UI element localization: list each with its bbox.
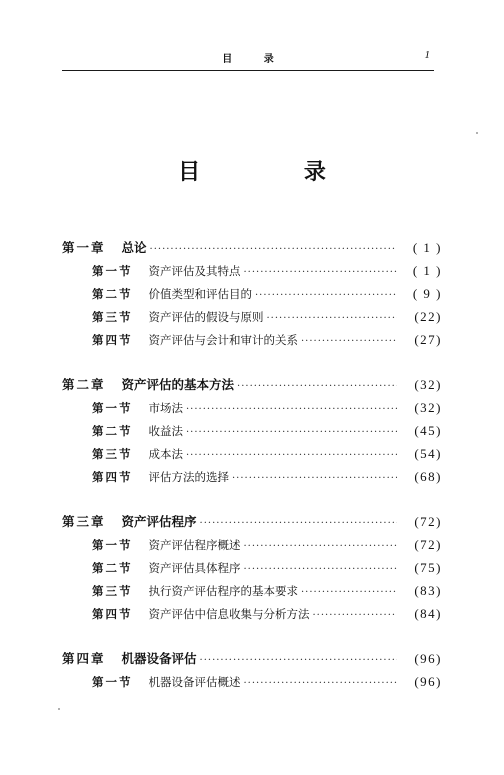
- running-header-page-number: 1: [424, 49, 430, 61]
- toc-section-entry: [62, 305, 442, 328]
- section-page: (84): [414, 606, 442, 621]
- section-page: (83): [414, 583, 442, 598]
- dot-leader: [244, 535, 398, 558]
- section-page: (27): [414, 332, 442, 347]
- section-number: 第二节: [92, 287, 133, 301]
- section-page: (22): [414, 309, 442, 324]
- section-number: 第三节: [92, 310, 133, 324]
- section-number: 第二节: [92, 561, 133, 575]
- dot-leader: [186, 398, 397, 421]
- section-page: (68): [414, 469, 442, 484]
- section-title: 资产评估中信息收集与分析方法: [148, 607, 310, 621]
- toc-chapter: [62, 236, 442, 351]
- section-number: 第二节: [92, 424, 133, 438]
- section-number: 第一节: [92, 401, 133, 415]
- dot-leader: [200, 512, 397, 535]
- chapter-title: 资产评估的基本方法: [121, 377, 235, 392]
- toc-section-entry: [62, 259, 442, 282]
- dot-leader: [301, 581, 397, 604]
- section-page: (32): [414, 400, 442, 415]
- chapter-number: 第三章: [62, 514, 106, 529]
- section-page: ( 9 ): [412, 286, 442, 301]
- dot-leader: [237, 375, 397, 398]
- section-number: 第一节: [92, 264, 133, 278]
- toc-chapter: [62, 510, 442, 625]
- toc-chapter: [62, 373, 442, 488]
- dot-leader: [150, 238, 397, 261]
- toc-section-entry: [62, 579, 442, 602]
- section-title: 评估方法的选择: [148, 470, 229, 484]
- section-title: 成本法: [148, 447, 183, 461]
- scan-speck: [476, 132, 478, 134]
- dot-leader: [200, 649, 397, 672]
- section-number: 第三节: [92, 584, 133, 598]
- section-title: 资产评估与会计和审计的关系: [148, 333, 298, 347]
- chapter-number: 第四章: [62, 651, 106, 666]
- running-header-title: 目 录: [222, 54, 288, 65]
- section-number: 第一节: [92, 538, 133, 552]
- toc-section-entry: [62, 533, 442, 556]
- chapter-page: (32): [414, 377, 442, 392]
- toc-section-entry: [62, 602, 442, 625]
- toc-section-entry: [62, 465, 442, 488]
- chapter-title: 总论: [121, 240, 147, 255]
- dot-leader: [232, 467, 397, 490]
- section-title: 收益法: [148, 424, 183, 438]
- dot-leader: [313, 604, 398, 627]
- toc-chapter-entry: [62, 510, 442, 533]
- scan-speck: [58, 708, 60, 710]
- toc-chapter-entry: [62, 236, 442, 259]
- dot-leader: [301, 330, 397, 353]
- toc-section-entry: [62, 670, 442, 693]
- dot-leader: [244, 261, 398, 284]
- section-title: 资产评估的假设与原则: [148, 310, 264, 324]
- running-header: [62, 48, 434, 68]
- page-title: 目 录: [178, 160, 374, 185]
- section-page: ( 1 ): [412, 263, 442, 278]
- section-number: 第四节: [92, 607, 133, 621]
- section-number: 第三节: [92, 447, 133, 461]
- section-title: 执行资产评估程序的基本要求: [148, 584, 298, 598]
- table-of-contents: [62, 236, 442, 715]
- toc-section-entry: [62, 556, 442, 579]
- section-title: 资产评估程序概述: [148, 538, 241, 552]
- dot-leader: [255, 284, 397, 307]
- dot-leader: [186, 421, 397, 444]
- toc-section-entry: [62, 328, 442, 351]
- dot-leader: [267, 307, 398, 330]
- toc-section-entry: [62, 282, 442, 305]
- section-number: 第四节: [92, 470, 133, 484]
- dot-leader: [186, 444, 397, 467]
- section-page: (54): [414, 446, 442, 461]
- section-page: (96): [414, 674, 442, 689]
- section-title: 市场法: [148, 401, 183, 415]
- section-page: (45): [414, 423, 442, 438]
- toc-section-entry: [62, 419, 442, 442]
- chapter-page: ( 1 ): [412, 240, 442, 255]
- section-number: 第一节: [92, 675, 133, 689]
- chapter-title: 机器设备评估: [121, 651, 197, 666]
- section-title: 资产评估具体程序: [148, 561, 241, 575]
- section-title: 机器设备评估概述: [148, 675, 241, 689]
- section-title: 资产评估及其特点: [148, 264, 241, 278]
- chapter-page: (72): [414, 514, 442, 529]
- section-page: (75): [414, 560, 442, 575]
- toc-section-entry: [62, 396, 442, 419]
- toc-chapter: [62, 647, 442, 693]
- header-rule: [62, 70, 434, 71]
- chapter-page: (96): [414, 651, 442, 666]
- section-page: (72): [414, 537, 442, 552]
- toc-section-entry: [62, 442, 442, 465]
- section-number: 第四节: [92, 333, 133, 347]
- section-title: 价值类型和评估目的: [148, 287, 252, 301]
- chapter-number: 第一章: [62, 240, 106, 255]
- toc-chapter-entry: [62, 373, 442, 396]
- dot-leader: [244, 558, 398, 581]
- chapter-title: 资产评估程序: [121, 514, 197, 529]
- toc-chapter-entry: [62, 647, 442, 670]
- chapter-number: 第二章: [62, 377, 106, 392]
- dot-leader: [244, 672, 398, 695]
